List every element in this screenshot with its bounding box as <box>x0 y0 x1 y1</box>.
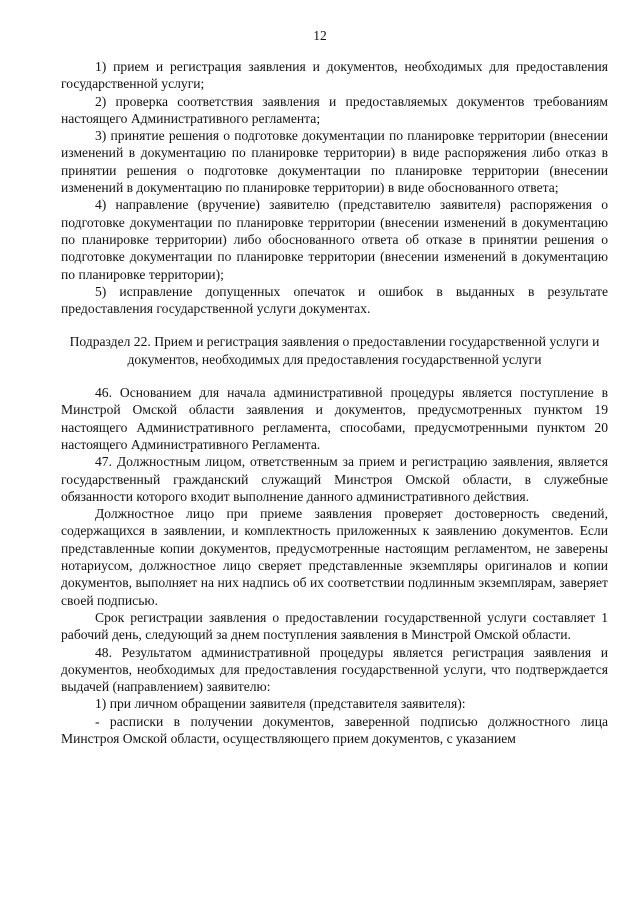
spacer <box>61 317 608 333</box>
paragraph: - расписки в получении документов, заверенной подписью должностного лица Минстроя Омской области, осуществляющего прием документов, с указанием <box>61 713 608 746</box>
paragraph: 46. Основанием для начала административной процедуры является поступление в Минстрой Омской области заявления и документов, предусмотренных пунктом 19 настоящего Административного регламента, способами, предусмотренными пунктом 20 настоящего Административного Регламента. <box>61 385 608 452</box>
subsection-heading: Подраздел 22. Прием и регистрация заявления о предоставлении государственной услуги и документов, необходимых для предоставления государственной услуги <box>69 334 600 367</box>
list-item: 4) направление (вручение) заявителю (представителю заявителя) распоряжения о подготовке документации по планировке территории (внесении изменений в документацию по планировке территории) либо обоснованного ответа об отказе в принятии решения о подготовке документации по планировке территории (внесении изменений в документацию по планировке территории); <box>61 197 608 282</box>
paragraph: 1) при личном обращении заявителя (представителя заявителя): <box>95 696 466 712</box>
list-item: 3) принятие решения о подготовке документации по планировке территории (внесении изменений в документацию по планировке территории) в виде распоряжения либо отказ в принятии решения о подготовке документации по планировке территории (внесении изменений в документацию по планировке территории) в виде обоснованного ответа; <box>61 128 608 196</box>
list-item: 1) прием и регистрация заявления и документов, необходимых для предоставления государственной услуги; <box>61 59 608 92</box>
paragraph: Должностное лицо при приеме заявления проверяет достоверность сведений, содержащихся в заявлении, и комплектность приложенных к заявлению документов. Если представленные копии документов, предусмотренные настоящим регламентом, не заверены нотариусом, должностное лицо сверяет представленные экземпляры оригиналов и копии документов, выполняет на них надпись об их соответствии подлинным экземплярам, заверяет своей подписью. <box>61 506 608 608</box>
list-item: 2) проверка соответствия заявления и предоставляемых документов требованиям настоящего Административного регламента; <box>61 93 608 126</box>
paragraph: 47. Должностным лицом, ответственным за прием и регистрацию заявления, является государственный гражданский служащий Минстроя Омской области, в служебные обязанности которого входит выполнение данного административного действия. <box>61 454 608 504</box>
document-body <box>61 58 608 747</box>
paragraph: Срок регистрации заявления о предоставлении государственной услуги составляет 1 рабочий день, следующий за днем поступления заявления в Минстрой Омской области. <box>61 609 608 643</box>
page-number: 12 <box>313 28 327 43</box>
list-item: 5) исправление допущенных опечаток и ошибок в выданных в результате предоставления государственной услуги документах. <box>61 283 608 317</box>
spacer <box>61 368 608 384</box>
paragraph: 48. Результатом административной процедуры является регистрация заявления и документов, необходимых для предоставления государственной услуги, что подтверждается выдачей (направлением) заявителю: <box>61 644 608 695</box>
